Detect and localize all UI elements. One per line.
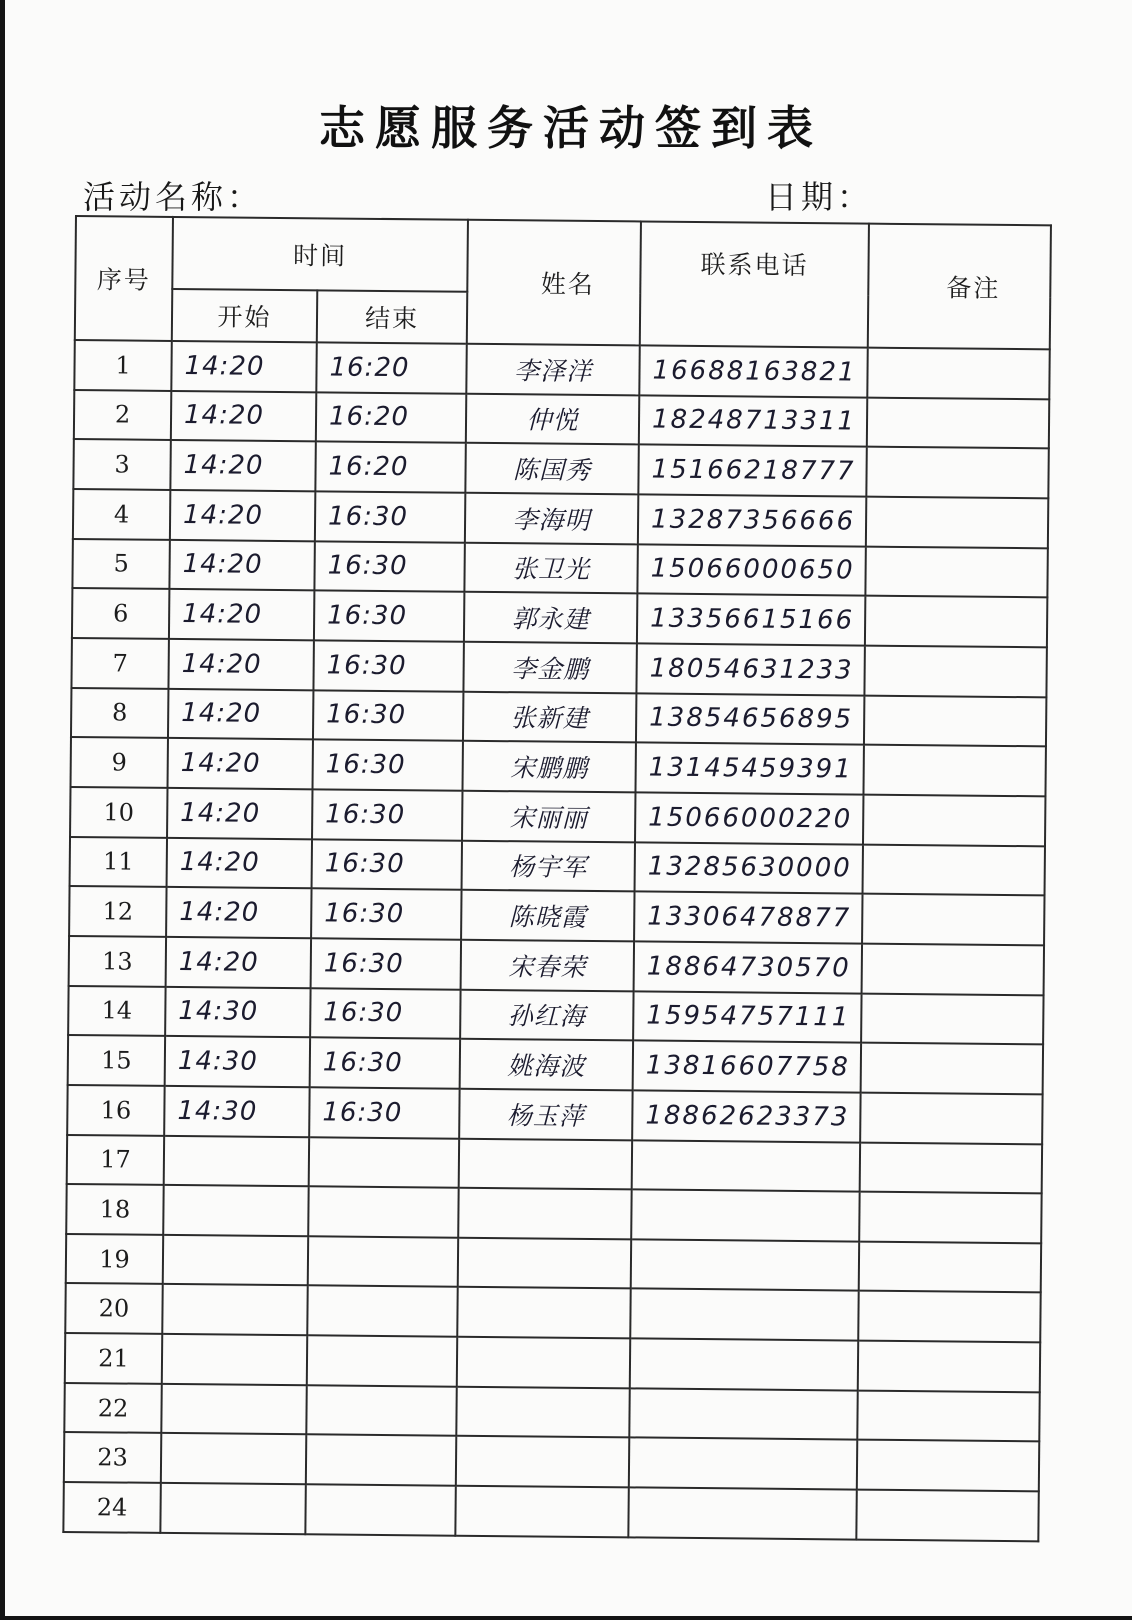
phone-cell: 18862623373: [632, 1090, 860, 1142]
row-number-cell: 21: [65, 1333, 162, 1384]
name-signature-cell: [456, 1436, 629, 1487]
phone-cell: [628, 1487, 856, 1539]
name-signature-cell: 陈晓霞: [461, 890, 634, 941]
name-signature-cell: 杨玉萍: [459, 1089, 632, 1140]
name-signature-cell: 孙红海: [460, 989, 633, 1040]
start-time-cell: [163, 1185, 308, 1236]
name-signature-cell: 宋春荣: [461, 940, 634, 991]
name-signature-cell: 郭永建: [464, 592, 637, 643]
end-time-cell: 16:30: [311, 889, 461, 940]
activity-name-label: 活动名称：: [83, 178, 264, 216]
row-number-cell: 10: [70, 787, 167, 838]
remark-cell: [859, 1241, 1041, 1292]
start-time-cell: 14:20: [167, 788, 312, 839]
remark-cell: [867, 348, 1049, 399]
phone-cell: [631, 1190, 859, 1242]
row-number-cell: 24: [63, 1482, 160, 1533]
header-phone: 联系电话: [640, 221, 869, 347]
remark-cell: [863, 844, 1045, 895]
start-time-cell: [162, 1334, 307, 1385]
start-time-cell: 14:20: [166, 887, 311, 938]
row-number-cell: 2: [74, 390, 171, 441]
header-time: 时间: [172, 217, 468, 292]
phone-cell: [629, 1388, 857, 1440]
start-time-cell: 14:20: [169, 540, 314, 591]
start-time-cell: [160, 1483, 305, 1534]
remark-cell: [866, 447, 1048, 498]
phone-cell: 13306478877: [634, 892, 862, 944]
phone-cell: 15066000220: [635, 792, 863, 844]
remark-cell: [862, 943, 1044, 994]
row-number-cell: 17: [67, 1134, 164, 1185]
phone-cell: 15066000650: [637, 544, 865, 596]
end-time-cell: 16:30: [309, 1087, 459, 1138]
row-number-cell: 11: [70, 837, 167, 888]
remark-cell: [861, 1043, 1043, 1094]
start-time-cell: 14:20: [168, 639, 313, 690]
remark-cell: [861, 993, 1043, 1044]
start-time-cell: [162, 1284, 307, 1335]
row-number-cell: 9: [71, 737, 168, 788]
end-time-cell: [306, 1385, 456, 1436]
end-time-cell: [309, 1137, 459, 1188]
remark-cell: [860, 1142, 1042, 1193]
document-title: 志愿服务活动签到表: [319, 101, 823, 155]
remark-cell: [865, 546, 1047, 597]
row-number-cell: 19: [66, 1234, 163, 1285]
row-number-cell: 18: [66, 1184, 163, 1235]
end-time-cell: [308, 1236, 458, 1287]
header-name: 姓名: [467, 220, 641, 346]
start-time-cell: 14:30: [164, 1086, 309, 1137]
name-signature-cell: 仲悦: [466, 393, 639, 444]
header-start: 开始: [172, 289, 317, 342]
phone-cell: 13145459391: [635, 743, 863, 795]
table-row: [63, 1482, 1038, 1541]
phone-cell: [631, 1239, 859, 1291]
remark-cell: [859, 1192, 1041, 1243]
remark-cell: [864, 695, 1046, 746]
end-time-cell: 16:30: [312, 740, 462, 791]
name-signature-cell: 李海明: [465, 493, 638, 544]
start-time-cell: [164, 1135, 309, 1186]
end-time-cell: 16:30: [312, 839, 462, 890]
start-time-cell: 14:20: [171, 341, 316, 392]
phone-cell: 13285630000: [635, 842, 863, 894]
phone-cell: [630, 1339, 858, 1391]
phone-cell: 16688163821: [639, 345, 867, 397]
start-time-cell: 14:30: [165, 1036, 310, 1087]
row-number-cell: 23: [64, 1432, 161, 1483]
phone-cell: 18248713311: [639, 395, 867, 447]
row-number-cell: 16: [67, 1085, 164, 1136]
end-time-cell: 16:30: [312, 789, 462, 840]
remark-cell: [866, 497, 1048, 548]
remark-cell: [857, 1390, 1039, 1441]
start-time-cell: 14:20: [170, 490, 315, 541]
phone-cell: [630, 1289, 858, 1341]
header-seq: 序号: [75, 216, 173, 341]
row-number-cell: 15: [68, 1035, 165, 1086]
sign-in-table: [62, 215, 1052, 1542]
remark-cell: [867, 397, 1049, 448]
phone-cell: 15166218777: [638, 445, 866, 497]
end-time-cell: [306, 1435, 456, 1486]
name-signature-cell: 张卫光: [464, 542, 637, 593]
start-time-cell: [163, 1235, 308, 1286]
phone-cell: [629, 1438, 857, 1490]
remark-cell: [857, 1440, 1039, 1491]
end-time-cell: 16:30: [311, 938, 461, 989]
name-signature-cell: 杨宇军: [462, 840, 635, 891]
row-number-cell: 1: [74, 340, 171, 391]
row-number-cell: 3: [73, 439, 170, 490]
start-time-cell: 14:20: [171, 391, 316, 442]
row-number-cell: 14: [68, 986, 165, 1037]
name-signature-cell: 陈国秀: [465, 443, 638, 494]
end-time-cell: 16:30: [314, 591, 464, 642]
phone-cell: 18054631233: [636, 643, 864, 695]
start-time-cell: [161, 1384, 306, 1435]
header-remark: 备注: [868, 224, 1051, 350]
row-number-cell: 20: [65, 1283, 162, 1334]
start-time-cell: 14:20: [169, 589, 314, 640]
name-signature-cell: [457, 1337, 630, 1388]
start-time-cell: 14:20: [170, 440, 315, 491]
end-time-cell: 16:30: [315, 491, 465, 542]
start-time-cell: 14:20: [168, 689, 313, 740]
name-signature-cell: [457, 1287, 630, 1338]
end-time-cell: [307, 1335, 457, 1386]
remark-cell: [864, 646, 1046, 697]
name-signature-cell: [459, 1138, 632, 1189]
remark-cell: [863, 745, 1045, 796]
start-time-cell: 14:20: [166, 937, 311, 988]
remark-cell: [856, 1490, 1038, 1542]
end-time-cell: 16:30: [314, 541, 464, 592]
remark-cell: [858, 1341, 1040, 1392]
start-time-cell: 14:30: [165, 986, 310, 1037]
name-signature-cell: 李金鹏: [463, 642, 636, 693]
phone-cell: 18864730570: [634, 941, 862, 993]
phone-cell: 13854656895: [636, 693, 864, 745]
name-signature-cell: [456, 1387, 629, 1438]
name-signature-cell: [455, 1486, 628, 1538]
name-signature-cell: 宋丽丽: [462, 791, 635, 842]
end-time-cell: 16:20: [316, 342, 466, 393]
name-signature-cell: [458, 1188, 631, 1239]
end-time-cell: 16:30: [310, 988, 460, 1039]
end-time-cell: [305, 1484, 455, 1535]
start-time-cell: [161, 1433, 306, 1484]
date-label: 日期：: [765, 178, 874, 216]
phone-cell: [632, 1140, 860, 1192]
name-signature-cell: 张新建: [463, 691, 636, 742]
header-end: 结束: [317, 290, 468, 343]
start-time-cell: 14:20: [168, 738, 313, 789]
end-time-cell: [308, 1186, 458, 1237]
start-time-cell: 14:20: [167, 837, 312, 888]
phone-cell: 15954757111: [633, 991, 861, 1043]
row-number-cell: 12: [69, 886, 166, 937]
row-number-cell: 8: [71, 688, 168, 739]
remark-cell: [865, 596, 1047, 647]
row-number-cell: 5: [72, 539, 169, 590]
end-time-cell: 16:20: [315, 442, 465, 493]
end-time-cell: 16:30: [313, 640, 463, 691]
name-signature-cell: [458, 1238, 631, 1289]
row-number-cell: 6: [72, 588, 169, 639]
end-time-cell: 16:20: [316, 392, 466, 443]
end-time-cell: 16:30: [310, 1037, 460, 1088]
table-body: [63, 340, 1049, 1541]
row-number-cell: 4: [73, 489, 170, 540]
row-number-cell: 7: [71, 638, 168, 689]
name-signature-cell: 李泽洋: [466, 344, 639, 395]
name-signature-cell: 宋鹏鹏: [463, 741, 636, 792]
name-signature-cell: 姚海波: [460, 1039, 633, 1090]
phone-cell: 13816607758: [633, 1041, 861, 1093]
phone-cell: 13287356666: [638, 494, 866, 546]
remark-cell: [860, 1092, 1042, 1143]
remark-cell: [862, 894, 1044, 945]
remark-cell: [858, 1291, 1040, 1342]
remark-cell: [863, 795, 1045, 846]
end-time-cell: 16:30: [313, 690, 463, 741]
row-number-cell: 22: [64, 1383, 161, 1434]
row-number-cell: 13: [69, 936, 166, 987]
table-header: [75, 216, 1051, 349]
phone-cell: 13356615166: [637, 594, 865, 646]
end-time-cell: [307, 1286, 457, 1337]
